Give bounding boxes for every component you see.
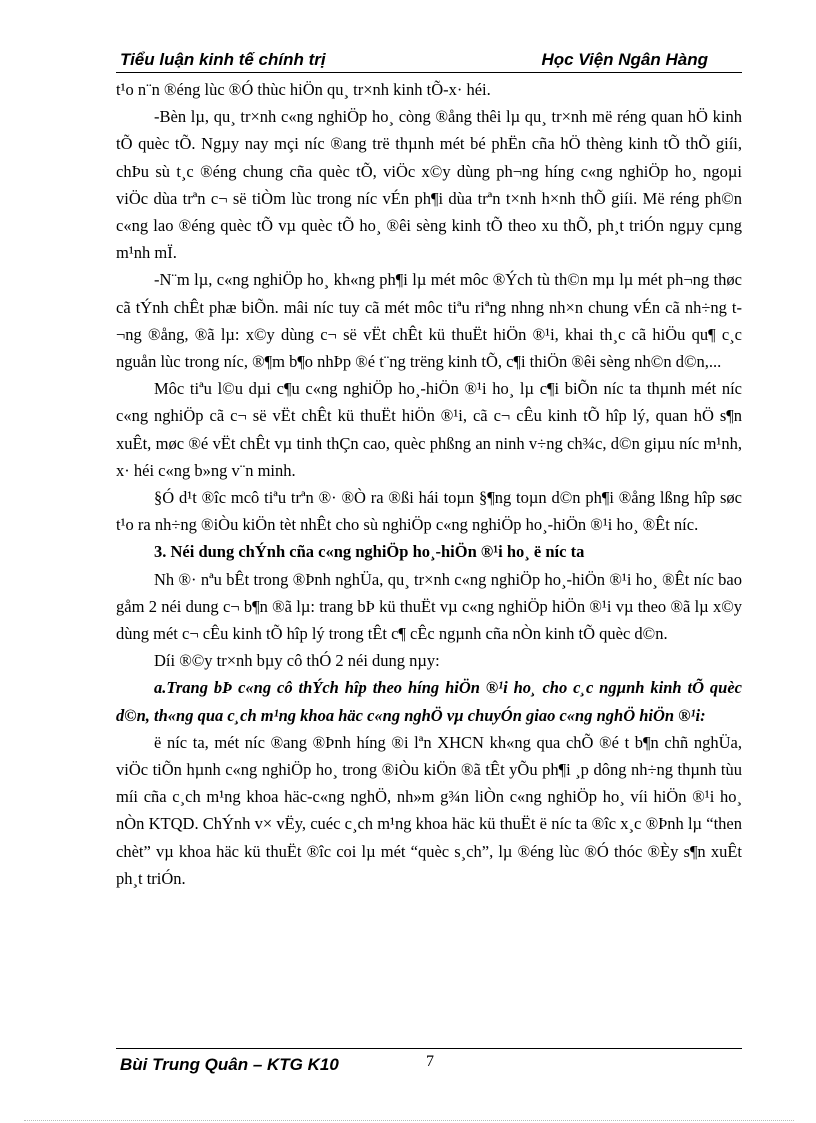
header-institution: Học Viện Ngân Hàng	[541, 50, 708, 69]
paragraph: §Ó d¹t ®îc mcô tiªu trªn ®· ®Ò ra ®ßi hái toµn §¶ng toµn d©n ph¶i ®ång lßng hîp søc t¹o ra nh÷ng ®iÒu kiÖn tèt nhÊt cho sù nghiÖp c«ng nghiÖp ho¸-hiÖn ®¹i ho¸ ®Êt níc.	[116, 488, 742, 535]
paragraph: Nh ®· nªu bÊt trong ®Þnh nghÜa, qu¸ tr×nh c«ng nghiÖp ho¸-hiÖn ®¹i ho¸ ®Êt níc bao gåm 2 néi dung c¬ b¶n ®ã lµ: trang bÞ kü thuËt vµ c«ng nghiÖp hiÖn ®¹i vµ theo ®ã lµ x©y dùng mét c¬ cÊu kinh tÕ hîp lý trong tÊt c¶ cÊc ngµnh cña nÒn kinh tÕ quèc d©n.	[116, 569, 742, 644]
page-footer	[116, 1048, 742, 1079]
page-edge-divider	[24, 1120, 794, 1121]
paragraph: Díi ®©y tr×nh bµy cô thÓ 2 néi dung nµy:	[154, 651, 440, 671]
document-body	[116, 76, 742, 892]
footer-author: Bùi Trung Quân – KTG K10	[120, 1055, 339, 1074]
paragraph: ë níc ta, mét níc ®ang ®Þnh híng ®i lªn XHCN kh«ng qua chÕ ®é t b¶n chñ nghÜa, viÖc tiÕn hµnh c«ng nghiÖp ho¸ trong ®iÒu kiÖn ®ã tÊt yÕu ph¶i ¸p dông nh÷ng thµnh tùu míi cña c¸ch m¹ng khoa häc-c«ng nghÖ, nh»m g¾n liÒn c«ng nghiÖp ho¸ víi hiÖn ®¹i ho¸ nÒn KTQD. ChÝnh v× vËy, cuéc c¸ch m¹ng khoa häc kü thuËt ë níc ta ®îc x¸c ®Þnh lµ “then chèt” vµ khoa häc kü thuËt ®îc coi lµ mét “quèc s¸ch”, lµ ®éng lùc ®Ó thóc ®Èy s¶n xuÊt ph¸t triÓn.	[116, 732, 742, 888]
subsection-heading: a.Trang bÞ c«ng cô thÝch hîp theo híng hiÖn ®¹i ho¸ cho c¸c ngµnh kinh tÕ quèc d©n, th«ng qua c¸ch m¹ng khoa häc c«ng nghÖ vµ chuyÓn giao c«ng nghÖ hiÖn ®¹i:	[116, 678, 742, 725]
section-heading: 3. Néi dung chÝnh cña c«ng nghiÖp ho¸-hiÖn ®¹i ho¸ ë níc ta	[154, 542, 585, 562]
paragraph: -Bèn lµ, qu¸ tr×nh c«ng nghiÖp ho¸ còng ®ång thêi lµ qu¸ tr×nh më réng quan hÖ kinh tÕ quèc tÕ. Ngµy nay mçi níc ®ang trë thµnh mét bé phËn cña hÖ thèng kinh tÕ thÕ giíi, chÞu sù t¸c ®éng chung cña quèc tÕ, viÖc x©y dùng ph¬ng híng c«ng nghiÖp ho¸ ngoµi viÖc dùa trªn c¬ së tiÒm lùc trong níc vÉn ph¶i dùa trªn t×nh h×nh thÕ giíi. Më réng ph©n c«ng lao ®éng quèc tÕ vµ quèc tÕ ho¸ ®êi sèng kinh tÕ theo xu thÕ, ph¸t triÓn ngµy cµng m¹nh mÏ.	[116, 107, 742, 263]
paragraph: -N¨m lµ, c«ng nghiÖp ho¸ kh«ng ph¶i lµ mét môc ®Ých tù th©n mµ lµ mét ph¬ng thøc cã tÝnh chÊt phæ biÕn. mâi níc tuy cã mét môc tiªu riªng nhng nh×n chung vÉn cã nh÷ng t¬ng ®ång, ®ã lµ: x©y dùng c¬ së vËt chÊt kü thuËt hiÖn ®¹i, khai th¸c cã hiÖu qu¶ c¸c nguån lùc trong níc, ®¶m b¶o nhÞp ®é t¨ng trëng kinh tÕ, c¶i thiÖn ®êi sèng nh©n d©n,...	[116, 270, 742, 372]
header-title: Tiểu luận kinh tế chính trị	[120, 50, 326, 69]
page-header	[116, 46, 742, 73]
paragraph: Môc tiªu l©u dµi c¶u c«ng nghiÖp ho¸-hiÖn ®¹i ho¸ lµ c¶i biÕn níc ta thµnh mét níc c«ng nghiÖp cã c¬ së vËt chÊt kü thuËt hiÖn ®¹i, cã c¬ cÊu kinh tÕ hîp lý, quan hÖ s¶n xuÊt, møc ®é vËt chÊt vµ tinh thÇn cao, quèc phßng an ninh v÷ng ch¾c, d©n giµu níc m¹nh, x· héi c«ng b»ng v¨n minh.	[116, 379, 742, 480]
page-number: 7	[426, 1053, 434, 1070]
paragraph: t¹o n¨n ®éng lùc ®Ó thùc hiÖn qu¸ tr×nh kinh tÕ-x· héi.	[116, 80, 491, 99]
